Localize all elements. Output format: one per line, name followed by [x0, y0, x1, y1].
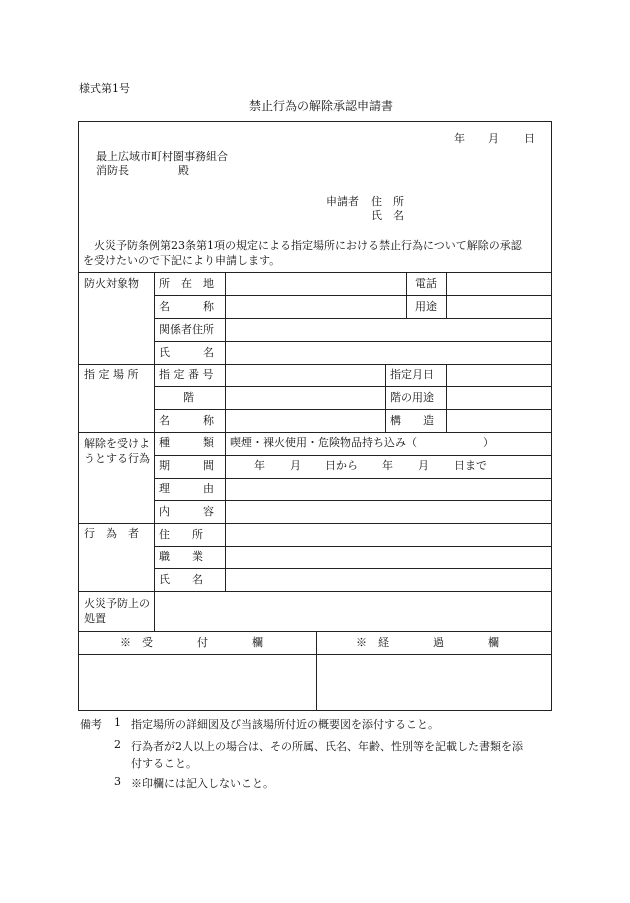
designation-number-label: 指 定 番 号	[159, 368, 214, 381]
note-2-number: 2	[114, 738, 121, 751]
rule	[78, 591, 552, 592]
rule	[78, 272, 552, 273]
phone-label: 電話	[415, 277, 437, 290]
usage-label: 用途	[415, 300, 437, 313]
actor-label: 行 為 者	[84, 527, 139, 540]
actor-occupation-label: 職 業	[159, 550, 203, 563]
date-day: 日	[524, 132, 535, 145]
column-divider	[446, 272, 447, 318]
rule	[154, 546, 552, 547]
note-2-line-1: 行為者が2人以上の場合は、その所属、氏名、年齢、性別等を記載した書類を添	[131, 740, 523, 753]
actor-address-label: 住 所	[159, 528, 203, 541]
rule	[154, 568, 552, 569]
period-to-day: 日まで	[454, 459, 487, 472]
content-label: 内 容	[159, 505, 214, 518]
period-from-month: 月	[290, 459, 301, 472]
column-divider	[154, 272, 155, 631]
date-month: 月	[488, 132, 499, 145]
reason-label: 理 由	[159, 482, 214, 495]
fire-prevention-label: 火災予防上の処置	[84, 597, 150, 625]
release-action-label: 解除を受けようとする行為	[84, 437, 150, 465]
applicant-address-label: 住 所	[371, 195, 404, 208]
page-title: 禁止行為の解除承認申請書	[249, 99, 394, 113]
column-divider	[225, 272, 226, 591]
structure-label: 構 造	[390, 414, 434, 427]
applicant-label: 申請者	[326, 195, 359, 208]
period-to-month: 月	[418, 459, 429, 472]
period-from-year: 年	[254, 459, 265, 472]
rule	[78, 364, 552, 365]
notes-label: 備考	[80, 718, 102, 731]
object-name-label: 名 称	[159, 300, 214, 313]
column-divider	[385, 364, 386, 432]
column-divider	[446, 364, 447, 432]
reception-column-header: ※ 受 付 欄	[120, 636, 263, 649]
addressee-org: 最上広域市町村圏事務組合	[96, 150, 228, 163]
column-divider	[406, 272, 407, 318]
rule	[78, 523, 552, 524]
period-to-year: 年	[382, 459, 393, 472]
column-divider	[316, 631, 317, 711]
note-3-number: 3	[114, 775, 121, 788]
place-name-label: 名 称	[159, 414, 214, 427]
progress-column-header: ※ 経 過 欄	[356, 636, 499, 649]
note-1-number: 1	[114, 716, 121, 729]
statement-line-1: 火災予防条例第23条第1項の規定による指定場所における禁止行為について解除の承認	[94, 239, 522, 252]
designated-place-label: 指 定 場 所	[84, 368, 139, 381]
related-address-label: 関係者住所	[159, 323, 214, 336]
applicant-name-label: 氏 名	[371, 209, 404, 222]
rule	[78, 654, 552, 655]
honorific: 殿	[178, 164, 189, 177]
kind-value: 喫煙・裸火使用・危険物品持ち込み（ ）	[230, 436, 494, 449]
note-1: 指定場所の詳細図及び当該場所付近の概要図を添付すること。	[131, 718, 439, 731]
floor-label: 階	[183, 391, 194, 404]
person-name-label: 氏 名	[159, 346, 214, 359]
date-year: 年	[454, 132, 465, 145]
kind-label: 種 類	[159, 436, 214, 449]
location-label: 所 在 地	[159, 277, 214, 290]
note-3: ※印欄には記入しないこと。	[131, 777, 274, 790]
addressee-title: 消防長	[96, 164, 129, 177]
note-2-line-2: 付すること。	[131, 757, 197, 770]
floor-usage-label: 階の用途	[390, 391, 434, 404]
designation-date-label: 指定月日	[390, 368, 434, 381]
fire-object-label: 防火対象物	[84, 277, 139, 290]
form-number: 様式第1号	[79, 82, 130, 95]
statement-line-2: を受けたいので下記により申請します。	[83, 254, 281, 267]
actor-name-label: 氏 名	[159, 573, 203, 586]
period-label: 期 間	[159, 459, 214, 472]
rule	[154, 386, 552, 387]
period-from-day: 日から	[325, 459, 358, 472]
